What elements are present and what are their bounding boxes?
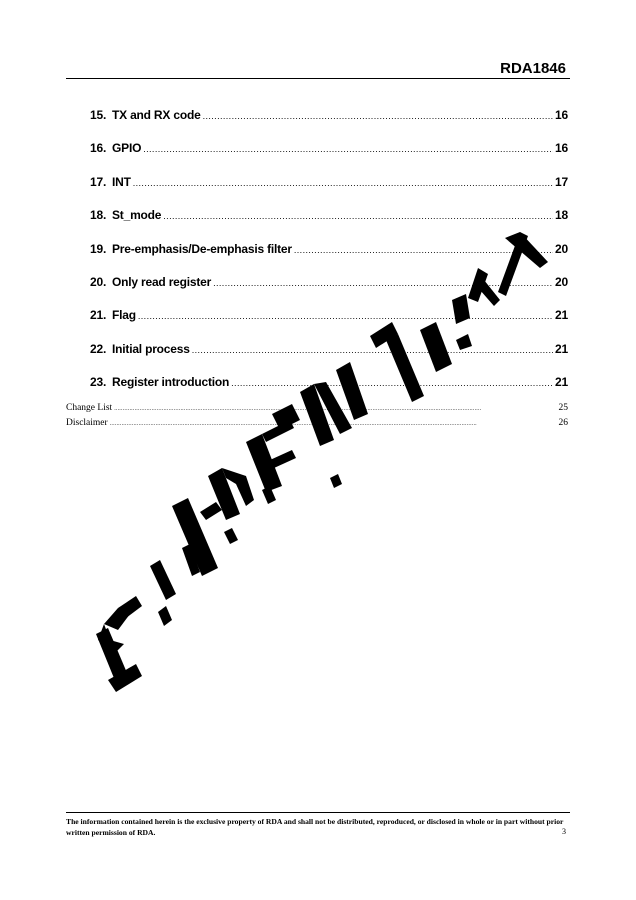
toc-entry-number: 22. <box>90 341 107 356</box>
toc-entry-number: 20. <box>90 274 107 289</box>
dot-leader <box>163 211 553 221</box>
dot-leader <box>231 378 553 388</box>
dot-leader <box>294 245 553 255</box>
footer-rule <box>66 812 570 813</box>
toc-entry-page: 21 <box>555 375 568 390</box>
toc-entry-title: Change List <box>66 403 113 413</box>
dot-leader <box>143 144 553 154</box>
toc-entry[interactable] <box>90 242 568 275</box>
toc-entry[interactable] <box>66 403 568 418</box>
toc-entry-number: 17. <box>90 174 107 189</box>
toc-main-list <box>90 108 568 409</box>
page-number: 3 <box>562 827 566 836</box>
toc-entry-page: 21 <box>555 308 568 323</box>
toc-entry-title: GPIO <box>112 141 142 156</box>
dot-leader <box>203 111 553 121</box>
toc-entry[interactable] <box>90 308 568 341</box>
toc-entry[interactable] <box>90 275 568 308</box>
dot-leader <box>213 278 553 288</box>
toc-entry[interactable] <box>90 208 568 241</box>
toc-entry-page: 17 <box>555 174 568 189</box>
toc-entry-page: 25 <box>558 403 568 413</box>
dot-leader <box>192 345 553 355</box>
dot-leader <box>133 178 553 188</box>
toc-entry-title: INT <box>112 174 131 189</box>
toc-sub-list <box>66 403 568 433</box>
header-rule <box>66 78 570 79</box>
toc-entry-number: 19. <box>90 241 107 256</box>
toc-entry-title: Only read register <box>112 274 212 289</box>
toc-entry-page: 20 <box>555 274 568 289</box>
header-title: RDA1846 <box>500 60 566 77</box>
dot-leader <box>110 421 557 427</box>
toc-entry-page: 16 <box>555 108 568 122</box>
toc-entry-number: 23. <box>90 375 107 390</box>
toc-entry-page: 20 <box>555 241 568 256</box>
dot-leader <box>138 311 553 321</box>
toc-entry-page: 26 <box>558 418 568 428</box>
toc-entry[interactable] <box>90 141 568 174</box>
toc-entry-title: TX and RX code <box>112 108 201 122</box>
toc-entry-page: 18 <box>555 208 568 223</box>
dot-leader <box>114 406 556 412</box>
toc-entry-page: 16 <box>555 141 568 156</box>
toc-entry-title: Flag <box>112 308 136 323</box>
toc-entry-title: Register introduction <box>112 375 230 390</box>
toc-entry-title: Pre-emphasis/De-emphasis filter <box>112 241 292 256</box>
toc-entry-title: Initial process <box>112 341 190 356</box>
toc-entry-number: 16. <box>90 141 107 156</box>
toc-entry[interactable] <box>90 342 568 375</box>
toc-entry-title: St_mode <box>112 208 162 223</box>
footer-notice: The information contained herein is the exclusive property of RDA and shall not be distributed, reproduced, or disclosed in whole or in part without prior written permission of RDA. <box>66 817 564 837</box>
toc-entry-number: 18. <box>90 208 107 223</box>
toc-entry-number: 21. <box>90 308 107 323</box>
toc-entry-page: 21 <box>555 341 568 356</box>
toc-entry[interactable] <box>66 418 568 433</box>
toc-entry[interactable] <box>90 108 568 141</box>
toc-entry[interactable] <box>90 175 568 208</box>
toc-entry-title: Disclaimer <box>66 418 108 428</box>
toc-entry-number: 15. <box>90 108 107 122</box>
